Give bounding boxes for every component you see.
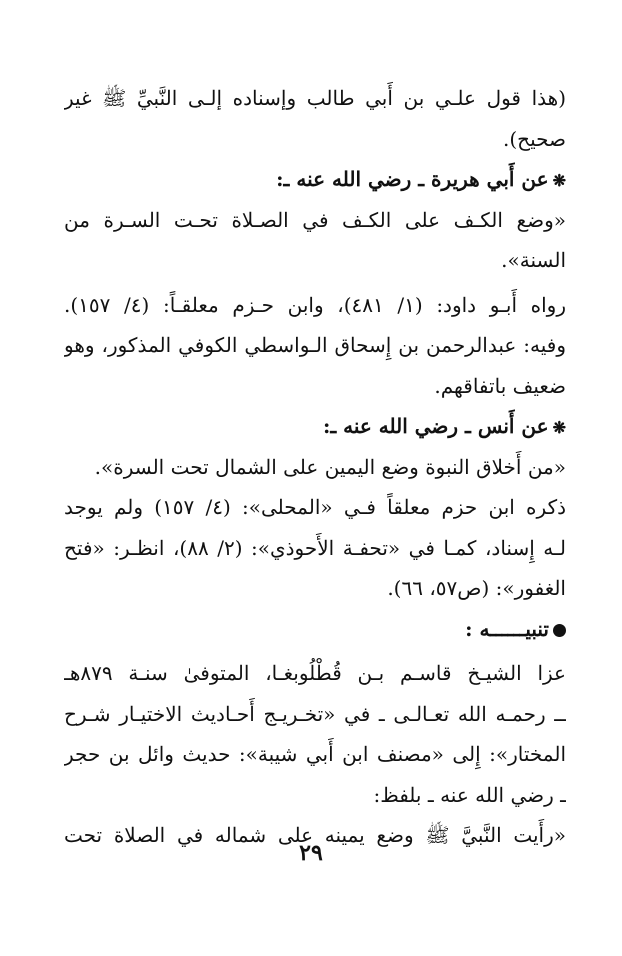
text-line-11: ذكره ابن حزم معلقاً فـي «المحلى»: (٤/ ١٥٧) ولم يوجد bbox=[64, 495, 566, 519]
star-bullet-icon: ❋ bbox=[552, 418, 566, 437]
filled-circle-bullet-icon bbox=[553, 624, 566, 637]
text-line-1: (هذا قول علـي بن أَبي طالب وإسناده إلـى النَّبيِّ ﷺ غير bbox=[64, 86, 566, 110]
text-line-17: المختار»: إِلى «مصنف ابن أَبي شيبة»: حديث وائل بن حجر bbox=[64, 742, 566, 766]
text-line-8: ضعيف باتفاقهم. bbox=[434, 373, 566, 398]
page-body bbox=[64, 78, 566, 856]
text-line-6: رواه أَبـو داود: (١/ ٤٨١)، وابن حـزم معلقـاً: (٤/ ١٥٧). bbox=[64, 292, 566, 317]
text-line-13: الغفور»: (ص٥٧، ٦٦). bbox=[387, 576, 566, 600]
text-line-12: لـه إِسناد، كمـا في «تحفـة الأَحوذي»: (٢/ ٨٨)، انظـر: «فتح bbox=[64, 535, 566, 560]
text-line-4: «وضع الكـف على الكـف في الصـلاة تحـت السـرة من bbox=[64, 207, 566, 232]
heading-text: عن أَبي هريرة ـ رضي الله عنه ـ: bbox=[276, 167, 549, 191]
heading-text: عن أَنس ـ رضي الله عنه ـ: bbox=[322, 414, 549, 438]
text-line-18: ـ رضي الله عنه ـ بلفظ: bbox=[373, 782, 566, 807]
star-bullet-icon: ❋ bbox=[552, 171, 566, 190]
note-heading bbox=[64, 609, 566, 650]
text-line-16: ــ رحمـه الله تعـالـى ـ في «تخـريـج أَحـاديث الاختيـار شـرح bbox=[64, 701, 566, 726]
page-number: ٢٩ bbox=[299, 840, 323, 866]
text-line-2: صحيح). bbox=[503, 126, 566, 151]
section-heading-anas bbox=[64, 406, 566, 447]
section-heading-abu-hurayra bbox=[64, 159, 566, 200]
note-heading-text: تنبيــــــه : bbox=[465, 616, 549, 641]
text-line-19: «رأَيت النَّبيَّ ﷺ وضع يمينه على شماله في الصلاة تحت bbox=[64, 823, 566, 847]
text-line-5: السنة». bbox=[501, 248, 566, 272]
text-line-15: عزا الشيـخ قاسـم بـن قُطْلُوبغـا، المتوفىٰ سنـة ٨٧٩هـ bbox=[64, 661, 566, 685]
text-line-7: وفيه: عبدالرحمن بن إِسحاق الـواسطي الكوفي المذكور، وهو bbox=[64, 333, 566, 357]
text-line-10: «من أَخلاق النبوة وضع اليمين على الشمال تحت السرة». bbox=[94, 454, 566, 479]
